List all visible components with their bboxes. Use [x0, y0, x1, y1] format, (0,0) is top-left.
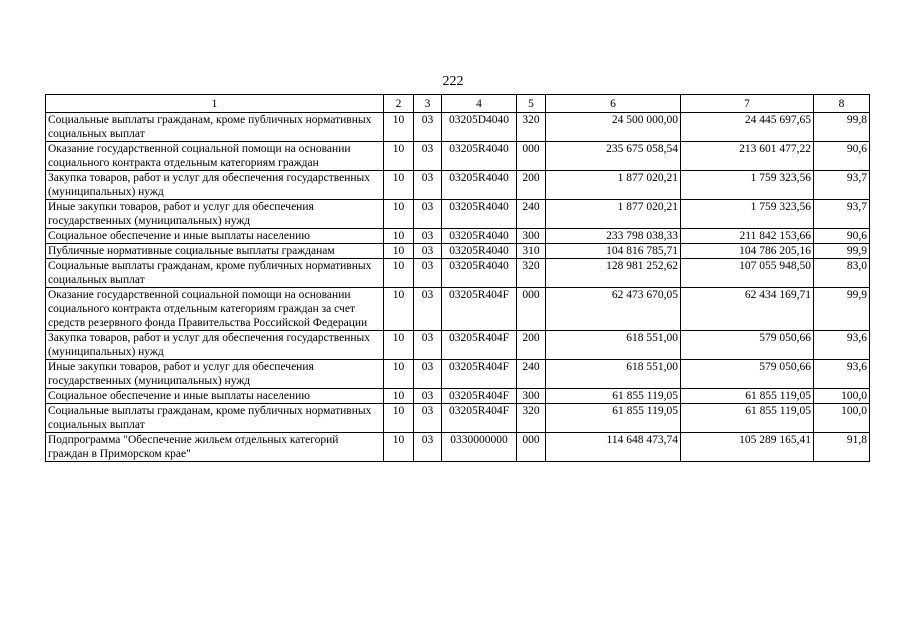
item-name-cell: Публичные нормативные социальные выплаты гражданам: [46, 244, 384, 259]
header-cell: 3: [414, 95, 442, 113]
budget-table: [45, 94, 870, 462]
expense-type-cell: 320: [517, 404, 546, 433]
actual-amount-cell: 579 050,66: [681, 360, 814, 389]
header-cell: 7: [681, 95, 814, 113]
section-code-cell: 10: [384, 360, 414, 389]
subsection-code-cell: 03: [414, 360, 442, 389]
section-code-cell: 10: [384, 288, 414, 331]
execution-percent-cell: 93,7: [814, 171, 870, 200]
section-code-cell: 10: [384, 171, 414, 200]
target-article-cell: 0330000000: [442, 433, 517, 462]
planned-amount-cell: 128 981 252,62: [546, 259, 681, 288]
target-article-cell: 03205R4040: [442, 142, 517, 171]
section-code-cell: 10: [384, 142, 414, 171]
header-cell: 4: [442, 95, 517, 113]
subsection-code-cell: 03: [414, 331, 442, 360]
execution-percent-cell: 93,7: [814, 200, 870, 229]
item-name-cell: Иные закупки товаров, работ и услуг для обеспечения государственных (муниципальных) нужд: [46, 200, 384, 229]
actual-amount-cell: 105 289 165,41: [681, 433, 814, 462]
execution-percent-cell: 91,8: [814, 433, 870, 462]
target-article-cell: 03205R404F: [442, 331, 517, 360]
subsection-code-cell: 03: [414, 404, 442, 433]
section-code-cell: 10: [384, 389, 414, 404]
actual-amount-cell: 104 786 205,16: [681, 244, 814, 259]
actual-amount-cell: 107 055 948,50: [681, 259, 814, 288]
actual-amount-cell: 1 759 323,56: [681, 200, 814, 229]
expense-type-cell: 300: [517, 229, 546, 244]
table-row: [46, 288, 870, 331]
expense-type-cell: 200: [517, 331, 546, 360]
section-code-cell: 10: [384, 259, 414, 288]
planned-amount-cell: 618 551,00: [546, 360, 681, 389]
subsection-code-cell: 03: [414, 113, 442, 142]
expense-type-cell: 240: [517, 200, 546, 229]
planned-amount-cell: 233 798 038,33: [546, 229, 681, 244]
planned-amount-cell: 24 500 000,00: [546, 113, 681, 142]
expense-type-cell: 200: [517, 171, 546, 200]
table-row: [46, 113, 870, 142]
table-row: [46, 433, 870, 462]
table-row: [46, 360, 870, 389]
page-number: 222: [442, 74, 464, 89]
header-cell: 5: [517, 95, 546, 113]
planned-amount-cell: 61 855 119,05: [546, 404, 681, 433]
section-code-cell: 10: [384, 433, 414, 462]
item-name-cell: Закупка товаров, работ и услуг для обеспечения государственных (муниципальных) нужд: [46, 331, 384, 360]
header-cell: 2: [384, 95, 414, 113]
actual-amount-cell: 61 855 119,05: [681, 404, 814, 433]
actual-amount-cell: 213 601 477,22: [681, 142, 814, 171]
execution-percent-cell: 99,8: [814, 113, 870, 142]
subsection-code-cell: 03: [414, 142, 442, 171]
planned-amount-cell: 1 877 020,21: [546, 171, 681, 200]
item-name-cell: Подпрограмма "Обеспечение жильем отдельных категорий граждан в Приморском крае": [46, 433, 384, 462]
execution-percent-cell: 93,6: [814, 360, 870, 389]
table-row: [46, 171, 870, 200]
subsection-code-cell: 03: [414, 288, 442, 331]
subsection-code-cell: 03: [414, 389, 442, 404]
actual-amount-cell: 579 050,66: [681, 331, 814, 360]
target-article-cell: 03205R4040: [442, 259, 517, 288]
subsection-code-cell: 03: [414, 433, 442, 462]
actual-amount-cell: 61 855 119,05: [681, 389, 814, 404]
actual-amount-cell: 24 445 697,65: [681, 113, 814, 142]
execution-percent-cell: 99,9: [814, 244, 870, 259]
table-row: [46, 200, 870, 229]
item-name-cell: Оказание государственной социальной помощи на основании социального контракта отдельным категориям граждан за счет средств резервного фонда Правительства Российской Федерации: [46, 288, 384, 331]
planned-amount-cell: 104 816 785,71: [546, 244, 681, 259]
table-row: [46, 389, 870, 404]
execution-percent-cell: 100,0: [814, 404, 870, 433]
expense-type-cell: 310: [517, 244, 546, 259]
subsection-code-cell: 03: [414, 244, 442, 259]
subsection-code-cell: 03: [414, 200, 442, 229]
expense-type-cell: 320: [517, 113, 546, 142]
item-name-cell: Социальное обеспечение и иные выплаты населению: [46, 389, 384, 404]
subsection-code-cell: 03: [414, 259, 442, 288]
execution-percent-cell: 99,9: [814, 288, 870, 331]
item-name-cell: Социальные выплаты гражданам, кроме публичных нормативных социальных выплат: [46, 404, 384, 433]
actual-amount-cell: 62 434 169,71: [681, 288, 814, 331]
execution-percent-cell: 90,6: [814, 142, 870, 171]
execution-percent-cell: 90,6: [814, 229, 870, 244]
table-row: [46, 404, 870, 433]
section-code-cell: 10: [384, 113, 414, 142]
target-article-cell: 03205R404F: [442, 389, 517, 404]
table-body: [46, 113, 870, 462]
target-article-cell: 03205R404F: [442, 404, 517, 433]
planned-amount-cell: 1 877 020,21: [546, 200, 681, 229]
table-row: [46, 229, 870, 244]
item-name-cell: Социальные выплаты гражданам, кроме публичных нормативных социальных выплат: [46, 259, 384, 288]
subsection-code-cell: 03: [414, 171, 442, 200]
subsection-code-cell: 03: [414, 229, 442, 244]
table-row: [46, 259, 870, 288]
target-article-cell: 03205R4040: [442, 229, 517, 244]
planned-amount-cell: 235 675 058,54: [546, 142, 681, 171]
planned-amount-cell: 114 648 473,74: [546, 433, 681, 462]
planned-amount-cell: 618 551,00: [546, 331, 681, 360]
planned-amount-cell: 62 473 670,05: [546, 288, 681, 331]
section-code-cell: 10: [384, 229, 414, 244]
execution-percent-cell: 100,0: [814, 389, 870, 404]
item-name-cell: Иные закупки товаров, работ и услуг для обеспечения государственных (муниципальных) нужд: [46, 360, 384, 389]
execution-percent-cell: 93,6: [814, 331, 870, 360]
planned-amount-cell: 61 855 119,05: [546, 389, 681, 404]
expense-type-cell: 000: [517, 142, 546, 171]
header-row: [46, 95, 870, 113]
target-article-cell: 03205R4040: [442, 200, 517, 229]
expense-type-cell: 000: [517, 288, 546, 331]
expense-type-cell: 300: [517, 389, 546, 404]
section-code-cell: 10: [384, 331, 414, 360]
item-name-cell: Оказание государственной социальной помощи на основании социального контракта отдельным категориям граждан: [46, 142, 384, 171]
target-article-cell: 03205R4040: [442, 244, 517, 259]
actual-amount-cell: 211 842 153,66: [681, 229, 814, 244]
target-article-cell: 03205R4040: [442, 171, 517, 200]
header-cell: 6: [546, 95, 681, 113]
target-article-cell: 03205R404F: [442, 360, 517, 389]
expense-type-cell: 240: [517, 360, 546, 389]
target-article-cell: 03205D4040: [442, 113, 517, 142]
table-row: [46, 331, 870, 360]
header-cell: 1: [46, 95, 384, 113]
expense-type-cell: 000: [517, 433, 546, 462]
execution-percent-cell: 83,0: [814, 259, 870, 288]
expense-type-cell: 320: [517, 259, 546, 288]
item-name-cell: Закупка товаров, работ и услуг для обеспечения государственных (муниципальных) нужд: [46, 171, 384, 200]
item-name-cell: Социальное обеспечение и иные выплаты населению: [46, 229, 384, 244]
section-code-cell: 10: [384, 244, 414, 259]
actual-amount-cell: 1 759 323,56: [681, 171, 814, 200]
header-cell: 8: [814, 95, 870, 113]
table-row: [46, 244, 870, 259]
target-article-cell: 03205R404F: [442, 288, 517, 331]
section-code-cell: 10: [384, 200, 414, 229]
table-row: [46, 142, 870, 171]
item-name-cell: Социальные выплаты гражданам, кроме публичных нормативных социальных выплат: [46, 113, 384, 142]
section-code-cell: 10: [384, 404, 414, 433]
